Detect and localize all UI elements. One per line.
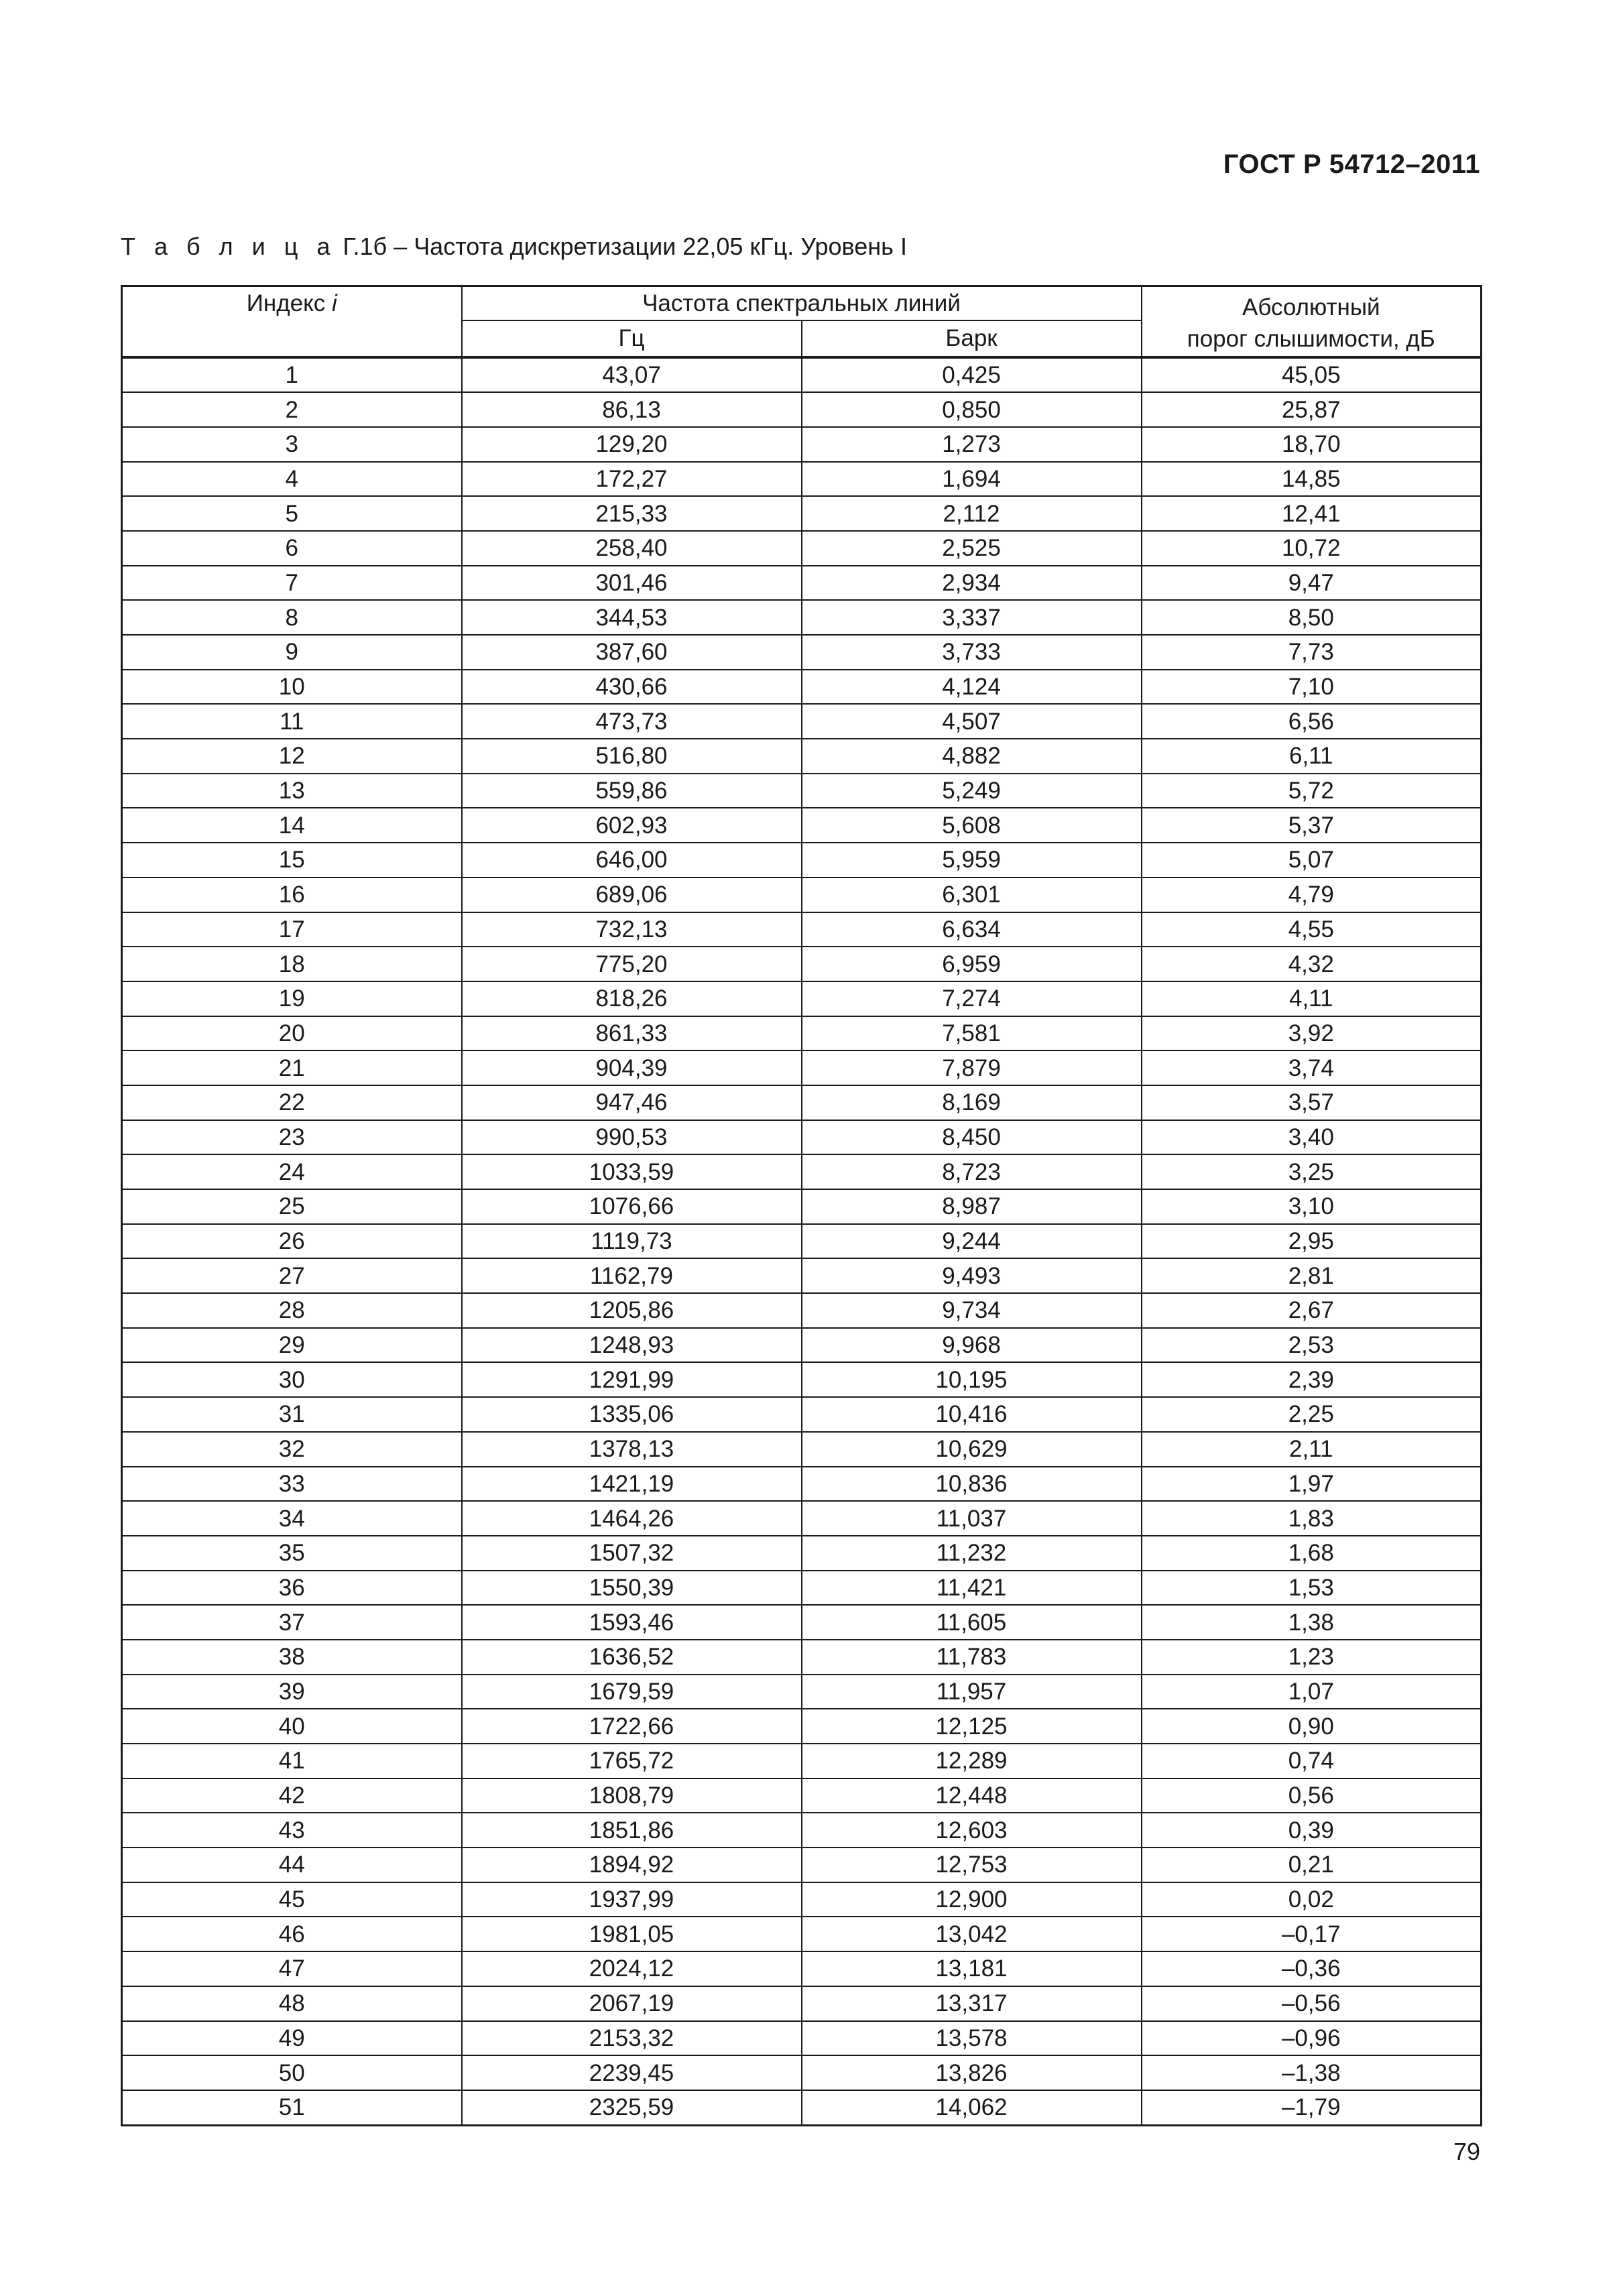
table-row (122, 1675, 1482, 1709)
bark-cell: 2,934 (802, 566, 1142, 601)
bark-cell: 13,826 (802, 2055, 1142, 2090)
table-row (122, 1709, 1482, 1744)
index-cell: 42 (122, 1778, 462, 1813)
threshold-cell: 3,10 (1142, 1189, 1482, 1224)
table-row (122, 635, 1482, 670)
index-cell: 51 (122, 2090, 462, 2125)
threshold-cell: 6,56 (1142, 704, 1482, 739)
threshold-cell: –0,96 (1142, 2021, 1482, 2056)
bark-cell: 11,783 (802, 1640, 1142, 1675)
threshold-cell: 4,79 (1142, 878, 1482, 912)
table-row (122, 1224, 1482, 1259)
hz-cell: 387,60 (462, 635, 802, 670)
bark-cell: 4,507 (802, 704, 1142, 739)
hz-cell: 1636,52 (462, 1640, 802, 1675)
hz-cell: 732,13 (462, 912, 802, 947)
threshold-cell: 1,23 (1142, 1640, 1482, 1675)
index-cell: 44 (122, 1848, 462, 1882)
threshold-cell: 7,73 (1142, 635, 1482, 670)
threshold-cell: 2,39 (1142, 1362, 1482, 1397)
header-frequency-group: Частота спектральных линий (462, 286, 1142, 320)
bark-cell: 8,987 (802, 1189, 1142, 1224)
threshold-cell: 0,74 (1142, 1744, 1482, 1778)
table-row (122, 462, 1482, 497)
hz-cell: 2024,12 (462, 1951, 802, 1986)
index-cell: 14 (122, 808, 462, 843)
threshold-cell: 12,41 (1142, 496, 1482, 531)
index-cell: 31 (122, 1397, 462, 1432)
bark-cell: 12,603 (802, 1813, 1142, 1848)
bark-cell: 3,733 (802, 635, 1142, 670)
page-number: 79 (1453, 2138, 1480, 2165)
threshold-cell: –0,17 (1142, 1917, 1482, 1951)
table-row (122, 1986, 1482, 2021)
index-cell: 43 (122, 1813, 462, 1848)
index-cell: 41 (122, 1744, 462, 1778)
header-hz: Гц (462, 320, 802, 357)
hz-cell: 1464,26 (462, 1501, 802, 1536)
hz-cell: 1378,13 (462, 1432, 802, 1467)
table-row (122, 1467, 1482, 1502)
threshold-cell: 2,53 (1142, 1328, 1482, 1363)
index-cell: 19 (122, 981, 462, 1016)
table-caption-label: Т а б л и ц а (121, 233, 337, 260)
bark-cell: 6,959 (802, 947, 1142, 981)
threshold-cell: 0,56 (1142, 1778, 1482, 1813)
threshold-cell: 3,57 (1142, 1085, 1482, 1120)
bark-cell: 11,421 (802, 1571, 1142, 1606)
index-cell: 49 (122, 2021, 462, 2056)
threshold-cell: 5,72 (1142, 774, 1482, 808)
data-table (121, 285, 1482, 2126)
hz-cell: 602,93 (462, 808, 802, 843)
table-row (122, 774, 1482, 808)
bark-cell: 2,112 (802, 496, 1142, 531)
table-row (122, 912, 1482, 947)
index-cell: 18 (122, 947, 462, 981)
index-cell: 29 (122, 1328, 462, 1363)
hz-cell: 904,39 (462, 1050, 802, 1085)
hz-cell: 1033,59 (462, 1154, 802, 1189)
threshold-cell: 1,38 (1142, 1605, 1482, 1640)
table-caption (121, 233, 907, 261)
threshold-cell: 4,11 (1142, 981, 1482, 1016)
bark-cell: 9,734 (802, 1293, 1142, 1328)
threshold-cell: 3,40 (1142, 1120, 1482, 1155)
hz-cell: 1119,73 (462, 1224, 802, 1259)
bark-cell: 10,416 (802, 1397, 1142, 1432)
hz-cell: 516,80 (462, 739, 802, 774)
threshold-cell: 2,67 (1142, 1293, 1482, 1328)
threshold-cell: –0,56 (1142, 1986, 1482, 2021)
threshold-cell: 25,87 (1142, 392, 1482, 427)
hz-cell: 947,46 (462, 1085, 802, 1120)
hz-cell: 1808,79 (462, 1778, 802, 1813)
threshold-cell: 7,10 (1142, 670, 1482, 705)
table-row (122, 1640, 1482, 1675)
threshold-cell: –1,38 (1142, 2055, 1482, 2090)
table-row (122, 1016, 1482, 1051)
index-cell: 25 (122, 1189, 462, 1224)
table-row (122, 1397, 1482, 1432)
threshold-cell: 0,39 (1142, 1813, 1482, 1848)
hz-cell: 2239,45 (462, 2055, 802, 2090)
threshold-cell: 8,50 (1142, 600, 1482, 635)
bark-cell: 2,525 (802, 531, 1142, 566)
threshold-cell: 45,05 (1142, 357, 1482, 393)
threshold-cell: 18,70 (1142, 427, 1482, 462)
table-row (122, 1605, 1482, 1640)
index-cell: 23 (122, 1120, 462, 1155)
threshold-cell: 1,07 (1142, 1675, 1482, 1709)
index-cell: 47 (122, 1951, 462, 1986)
threshold-cell: 0,02 (1142, 1882, 1482, 1917)
table-body (122, 357, 1482, 2126)
index-cell: 21 (122, 1050, 462, 1085)
hz-cell: 689,06 (462, 878, 802, 912)
threshold-cell: 3,92 (1142, 1016, 1482, 1051)
table-row (122, 1085, 1482, 1120)
table-row (122, 1293, 1482, 1328)
table-row (122, 357, 1482, 393)
table-row (122, 1258, 1482, 1293)
table-header (122, 286, 1482, 357)
index-cell: 17 (122, 912, 462, 947)
bark-cell: 11,037 (802, 1501, 1142, 1536)
bark-cell: 5,608 (802, 808, 1142, 843)
hz-cell: 1722,66 (462, 1709, 802, 1744)
index-cell: 22 (122, 1085, 462, 1120)
hz-cell: 861,33 (462, 1016, 802, 1051)
table-row (122, 808, 1482, 843)
hz-cell: 1205,86 (462, 1293, 802, 1328)
bark-cell: 4,124 (802, 670, 1142, 705)
hz-cell: 1894,92 (462, 1848, 802, 1882)
header-index: Индекс i (122, 286, 462, 357)
threshold-cell: 0,21 (1142, 1848, 1482, 1882)
index-cell: 30 (122, 1362, 462, 1397)
table-row (122, 2021, 1482, 2056)
index-cell: 32 (122, 1432, 462, 1467)
threshold-cell: 1,97 (1142, 1467, 1482, 1502)
table-row (122, 600, 1482, 635)
index-cell: 16 (122, 878, 462, 912)
threshold-cell: 3,25 (1142, 1154, 1482, 1189)
table-row (122, 670, 1482, 705)
threshold-cell: 2,11 (1142, 1432, 1482, 1467)
threshold-cell: 1,53 (1142, 1571, 1482, 1606)
bark-cell: 8,169 (802, 1085, 1142, 1120)
hz-cell: 1421,19 (462, 1467, 802, 1502)
hz-cell: 1981,05 (462, 1917, 802, 1951)
index-cell: 8 (122, 600, 462, 635)
index-cell: 9 (122, 635, 462, 670)
bark-cell: 13,317 (802, 1986, 1142, 2021)
bark-cell: 9,244 (802, 1224, 1142, 1259)
table-row (122, 1050, 1482, 1085)
bark-cell: 6,634 (802, 912, 1142, 947)
index-cell: 35 (122, 1536, 462, 1571)
table-row (122, 1501, 1482, 1536)
threshold-cell: 9,47 (1142, 566, 1482, 601)
index-cell: 45 (122, 1882, 462, 1917)
bark-cell: 12,289 (802, 1744, 1142, 1778)
threshold-cell: 1,83 (1142, 1501, 1482, 1536)
bark-cell: 7,581 (802, 1016, 1142, 1051)
hz-cell: 1550,39 (462, 1571, 802, 1606)
table-row (122, 1951, 1482, 1986)
index-cell: 36 (122, 1571, 462, 1606)
bark-cell: 7,274 (802, 981, 1142, 1016)
bark-cell: 12,753 (802, 1848, 1142, 1882)
bark-cell: 4,882 (802, 739, 1142, 774)
index-cell: 6 (122, 531, 462, 566)
index-cell: 33 (122, 1467, 462, 1502)
index-cell: 34 (122, 1501, 462, 1536)
index-cell: 37 (122, 1605, 462, 1640)
bark-cell: 9,493 (802, 1258, 1142, 1293)
index-cell: 46 (122, 1917, 462, 1951)
hz-cell: 301,46 (462, 566, 802, 601)
hz-cell: 646,00 (462, 843, 802, 878)
table-row (122, 2090, 1482, 2125)
bark-cell: 7,879 (802, 1050, 1142, 1085)
index-cell: 24 (122, 1154, 462, 1189)
bark-cell: 5,959 (802, 843, 1142, 878)
index-cell: 39 (122, 1675, 462, 1709)
index-cell: 10 (122, 670, 462, 705)
index-cell: 5 (122, 496, 462, 531)
index-cell: 20 (122, 1016, 462, 1051)
table-row (122, 981, 1482, 1016)
table-row (122, 1882, 1482, 1917)
hz-cell: 43,07 (462, 357, 802, 393)
table-row (122, 878, 1482, 912)
hz-cell: 215,33 (462, 496, 802, 531)
table-row (122, 496, 1482, 531)
table-row (122, 1328, 1482, 1363)
threshold-cell: –0,36 (1142, 1951, 1482, 1986)
table-row (122, 704, 1482, 739)
threshold-cell: 6,11 (1142, 739, 1482, 774)
index-cell: 15 (122, 843, 462, 878)
bark-cell: 5,249 (802, 774, 1142, 808)
table-row (122, 1778, 1482, 1813)
bark-cell: 10,836 (802, 1467, 1142, 1502)
bark-cell: 10,195 (802, 1362, 1142, 1397)
table-row (122, 1120, 1482, 1155)
index-cell: 13 (122, 774, 462, 808)
index-cell: 50 (122, 2055, 462, 2090)
index-cell: 1 (122, 357, 462, 393)
header-bark: Барк (802, 320, 1142, 357)
table-row (122, 1432, 1482, 1467)
index-cell: 38 (122, 1640, 462, 1675)
bark-cell: 10,629 (802, 1432, 1142, 1467)
bark-cell: 1,694 (802, 462, 1142, 497)
table-row (122, 531, 1482, 566)
table-row (122, 1917, 1482, 1951)
threshold-cell: 10,72 (1142, 531, 1482, 566)
hz-cell: 1076,66 (462, 1189, 802, 1224)
table-row (122, 392, 1482, 427)
bark-cell: 13,042 (802, 1917, 1142, 1951)
hz-cell: 172,27 (462, 462, 802, 497)
index-cell: 48 (122, 1986, 462, 2021)
table-caption-text: Г.1б – Частота дискретизации 22,05 кГц. Уровень I (343, 233, 907, 260)
bark-cell: 3,337 (802, 600, 1142, 635)
hz-cell: 1335,06 (462, 1397, 802, 1432)
threshold-cell: 2,95 (1142, 1224, 1482, 1259)
hz-cell: 344,53 (462, 600, 802, 635)
index-cell: 28 (122, 1293, 462, 1328)
table-row (122, 1813, 1482, 1848)
hz-cell: 86,13 (462, 392, 802, 427)
bark-cell: 13,578 (802, 2021, 1142, 2056)
hz-cell: 818,26 (462, 981, 802, 1016)
threshold-cell: –1,79 (1142, 2090, 1482, 2125)
hz-cell: 1679,59 (462, 1675, 802, 1709)
table-row (122, 1848, 1482, 1882)
bark-cell: 12,125 (802, 1709, 1142, 1744)
bark-cell: 11,957 (802, 1675, 1142, 1709)
index-cell: 2 (122, 392, 462, 427)
table-row (122, 427, 1482, 462)
threshold-cell: 14,85 (1142, 462, 1482, 497)
table-row (122, 566, 1482, 601)
index-cell: 27 (122, 1258, 462, 1293)
table-row (122, 2055, 1482, 2090)
hz-cell: 775,20 (462, 947, 802, 981)
table-row (122, 1189, 1482, 1224)
hz-cell: 1507,32 (462, 1536, 802, 1571)
hz-cell: 2067,19 (462, 1986, 802, 2021)
hz-cell: 430,66 (462, 670, 802, 705)
hz-cell: 559,86 (462, 774, 802, 808)
index-cell: 40 (122, 1709, 462, 1744)
hz-cell: 129,20 (462, 427, 802, 462)
hz-cell: 258,40 (462, 531, 802, 566)
threshold-cell: 4,55 (1142, 912, 1482, 947)
hz-cell: 990,53 (462, 1120, 802, 1155)
bark-cell: 9,968 (802, 1328, 1142, 1363)
bark-cell: 0,425 (802, 357, 1142, 393)
hz-cell: 1162,79 (462, 1258, 802, 1293)
bark-cell: 12,900 (802, 1882, 1142, 1917)
bark-cell: 14,062 (802, 2090, 1142, 2125)
threshold-cell: 1,68 (1142, 1536, 1482, 1571)
bark-cell: 12,448 (802, 1778, 1142, 1813)
table-row (122, 947, 1482, 981)
table-row (122, 1744, 1482, 1778)
table-row (122, 843, 1482, 878)
hz-cell: 1851,86 (462, 1813, 802, 1848)
hz-cell: 1593,46 (462, 1605, 802, 1640)
hz-cell: 1248,93 (462, 1328, 802, 1363)
threshold-cell: 5,07 (1142, 843, 1482, 878)
table-row (122, 739, 1482, 774)
bark-cell: 8,450 (802, 1120, 1142, 1155)
index-cell: 3 (122, 427, 462, 462)
header-absolute-threshold: Абсолютный порог слышимости, дБ (1142, 286, 1482, 357)
threshold-cell: 2,25 (1142, 1397, 1482, 1432)
bark-cell: 11,232 (802, 1536, 1142, 1571)
index-cell: 4 (122, 462, 462, 497)
threshold-cell: 4,32 (1142, 947, 1482, 981)
index-cell: 12 (122, 739, 462, 774)
bark-cell: 8,723 (802, 1154, 1142, 1189)
table-row (122, 1154, 1482, 1189)
bark-cell: 6,301 (802, 878, 1142, 912)
threshold-cell: 0,90 (1142, 1709, 1482, 1744)
hz-cell: 2153,32 (462, 2021, 802, 2056)
hz-cell: 473,73 (462, 704, 802, 739)
bark-cell: 13,181 (802, 1951, 1142, 1986)
bark-cell: 1,273 (802, 427, 1142, 462)
hz-cell: 1937,99 (462, 1882, 802, 1917)
threshold-cell: 5,37 (1142, 808, 1482, 843)
document-code: ГОСТ Р 54712–2011 (1223, 149, 1480, 179)
threshold-cell: 3,74 (1142, 1050, 1482, 1085)
hz-cell: 1291,99 (462, 1362, 802, 1397)
table-row (122, 1536, 1482, 1571)
table-row (122, 1362, 1482, 1397)
index-cell: 7 (122, 566, 462, 601)
index-cell: 11 (122, 704, 462, 739)
threshold-cell: 2,81 (1142, 1258, 1482, 1293)
hz-cell: 2325,59 (462, 2090, 802, 2125)
bark-cell: 11,605 (802, 1605, 1142, 1640)
bark-cell: 0,850 (802, 392, 1142, 427)
index-cell: 26 (122, 1224, 462, 1259)
table-row (122, 1571, 1482, 1606)
hz-cell: 1765,72 (462, 1744, 802, 1778)
